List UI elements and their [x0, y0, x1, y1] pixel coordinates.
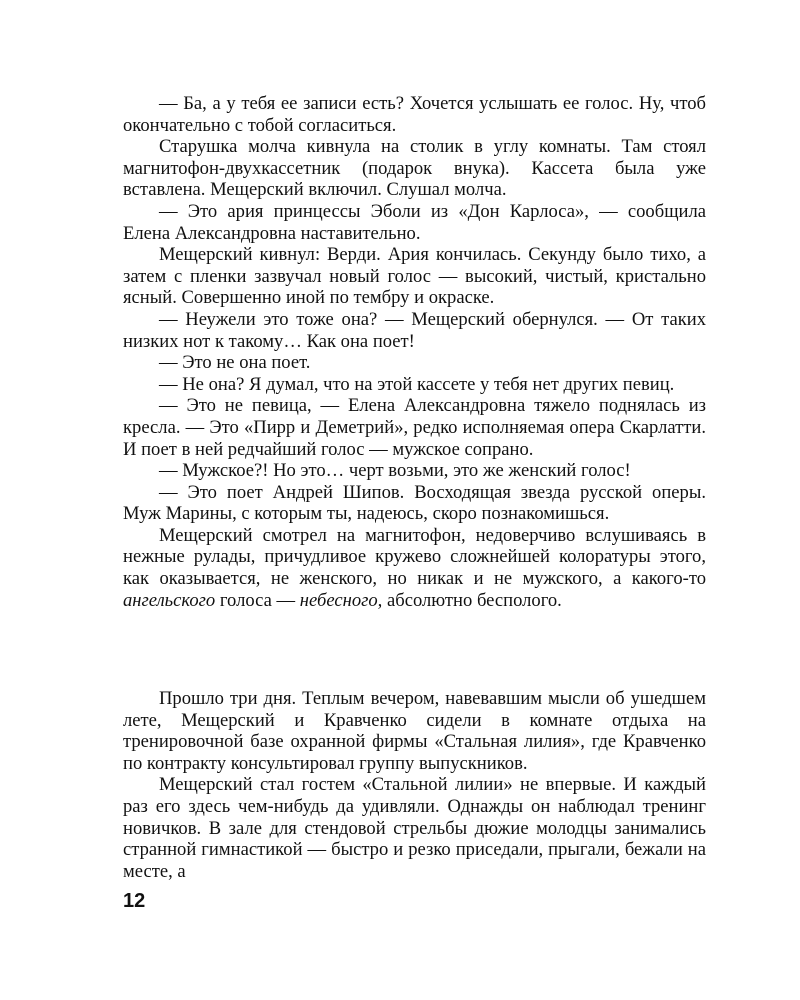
text-section-2: [123, 688, 706, 882]
paragraph: — Ба, а у тебя ее записи есть? Хочется услышать ее голос. Ну, чтоб окончательно с тобой согласиться.: [123, 93, 706, 136]
paragraph: Мещерский стал гостем «Стальной лилии» не впервые. И каждый раз его здесь чем-нибудь да удивляли. Однажды он наблюдал тренинг новичков. В зале для стендовой стрельбы дюжие молодцы занимались странной гимнастикой — быстро и резко приседали, прыгали, бежали на месте, а: [123, 774, 706, 882]
paragraph-text: голоса —: [215, 589, 300, 611]
paragraph: — Неужели это тоже она? — Мещерский обернулся. — От таких низких нот к такому… Как она поет!: [123, 308, 706, 352]
paragraph: Прошло три дня. Теплым вечером, навевавшим мысли об ушедшем лете, Мещерский и Кравченко сидели в комнате отдыха на тренировочной базе охранной фирмы «Стальная лилия», где Кравченко по контракту консультировал группу выпускников.: [123, 688, 706, 774]
page-number: 12: [123, 890, 146, 912]
paragraph: Мещерский кивнул: Верди. Ария кончилась. Секунду было тихо, а затем с пленки зазвучал новый голос — высокий, чистый, кристально ясный. Совершенно иной по тембру и окраске.: [123, 244, 706, 309]
italic-text: ангельского: [123, 589, 216, 611]
paragraph: — Это поет Андрей Шипов. Восходящая звезда русской оперы. Муж Марины, с которым ты, надеюсь, скоро познакомишься.: [123, 481, 706, 525]
italic-text: небесного,: [299, 589, 383, 611]
paragraph-text: Мещерский смотрел на магнитофон, недоверчиво вслушиваясь в нежные рулады, причудливое кружево сложнейшей колоратуры этого, как оказывается, не женского, но никак и не мужского, а какого-то: [123, 524, 706, 590]
paragraph: — Мужское?! Но это… черт возьми, это же женский голос!: [159, 460, 631, 482]
paragraph: [123, 525, 706, 611]
paragraph: — Это не певица, — Елена Александровна тяжело поднялась из кресла. — Это «Пирр и Деметрий», редко исполняемая опера Скарлатти. И поет в ней редчайший голос — мужское сопрано.: [123, 395, 706, 460]
paragraph: Старушка молча кивнула на столик в углу комнаты. Там стоял магнитофон-двухкассетник (подарок внука). Кассета была уже вставлена. Мещерский включил. Слушал молча.: [123, 136, 706, 201]
text-section-1: [123, 93, 706, 611]
paragraph: — Это ария принцессы Эболи из «Дон Карлоса», — сообщила Елена Александровна наставительно.: [123, 200, 706, 244]
paragraph-text: абсолютно бесполого.: [382, 589, 562, 611]
paragraph: — Это не она поет.: [159, 352, 311, 374]
paragraph: — Не она? Я думал, что на этой кассете у тебя нет других певиц.: [159, 373, 675, 395]
